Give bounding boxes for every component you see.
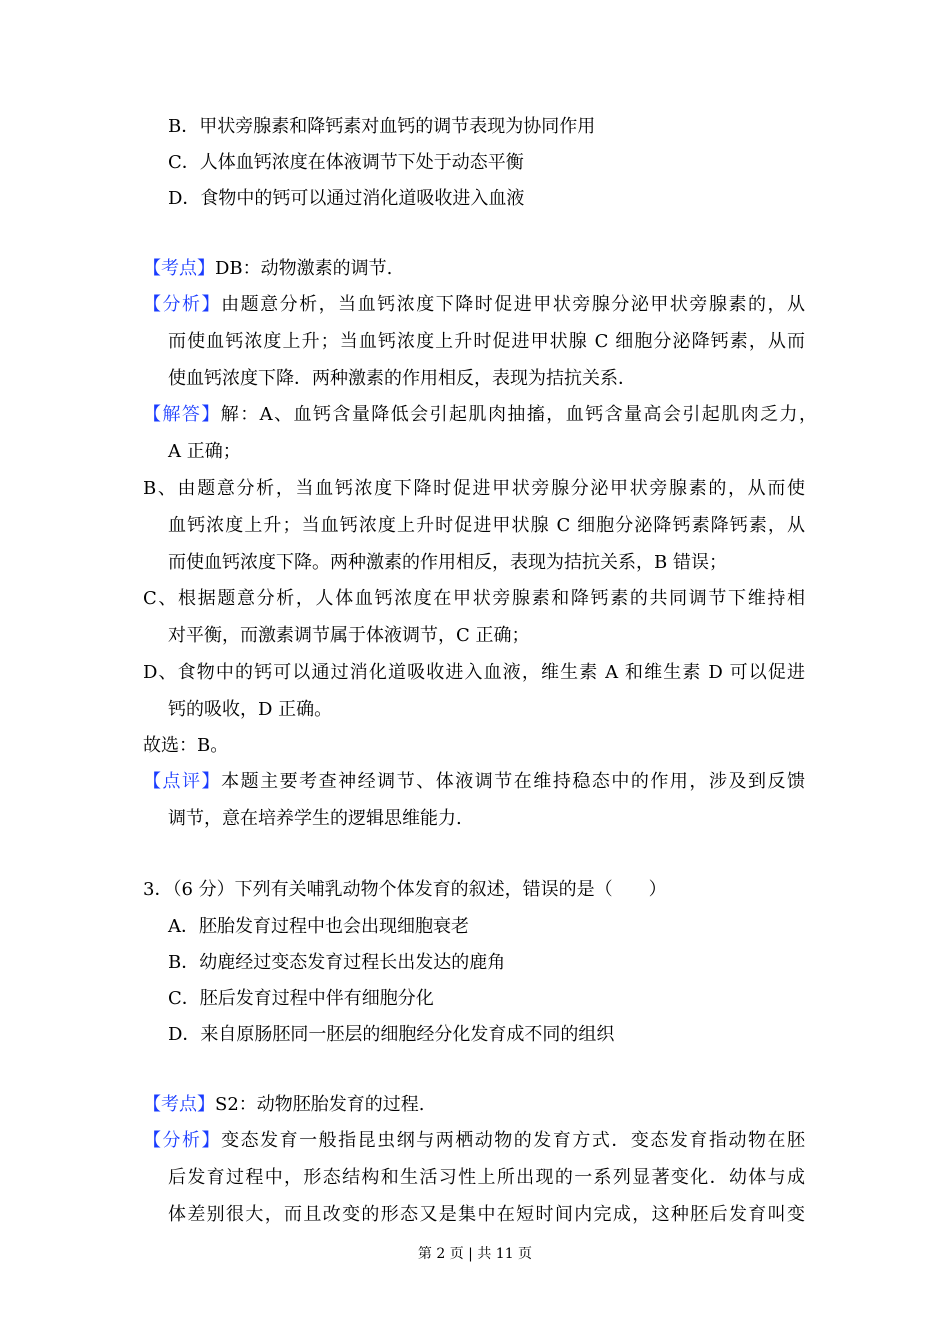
q2-jieda-line: D、食物中的钙可以通过消化道吸收进入血液，维生素 A 和维生素 D 可以促进 <box>143 662 805 683</box>
q2-option-b: B．甲状旁腺素和降钙素对血钙的调节表现为协同作用 <box>168 116 596 137</box>
q3-option-d: D．来自原肠胚同一胚层的细胞经分化发育成不同的组织 <box>168 1024 615 1045</box>
fenxi-tag: 【分析】 <box>143 1130 222 1151</box>
q2-answer: 故选：B。 <box>143 735 229 756</box>
q2-option-c: C．人体血钙浓度在体液调节下处于动态平衡 <box>168 152 524 173</box>
q2-jieda-line: 而使血钙浓度下降。两种激素的作用相反，表现为拮抗关系，B 错误； <box>168 552 727 573</box>
q2-jieda-line: C、根据题意分析，人体血钙浓度在甲状旁腺素和降钙素的共同调节下维持相 <box>143 588 805 609</box>
jieda-tag: 【解答】 <box>143 404 221 425</box>
kaodian-tag: 【考点】 <box>143 258 215 279</box>
q2-option-d: D．食物中的钙可以通过消化道吸收进入血液 <box>168 188 525 209</box>
q3-kaodian: 【考点】S2：动物胚胎发育的过程. <box>143 1094 425 1115</box>
q2-fenxi-line: 而使血钙浓度上升；当血钙浓度上升时促进甲状腺 C 细胞分泌降钙素，从而 <box>168 331 805 352</box>
q2-jieda-line: 钙的吸收，D 正确。 <box>168 699 333 720</box>
q3-option-a: A．胚胎发育过程中也会出现细胞衰老 <box>168 916 469 937</box>
q3-fenxi: 【分析】变态发育一般指昆虫纲与两栖动物的发育方式．变态发育指动物在胚 <box>143 1130 805 1151</box>
q2-dianping: 【点评】本题主要考查神经调节、体液调节在维持稳态中的作用，涉及到反馈 <box>143 771 805 792</box>
q2-fenxi-line: 使血钙浓度下降．两种激素的作用相反，表现为拮抗关系． <box>168 368 636 389</box>
q3-stem: 3．（6 分）下列有关哺乳动物个体发育的叙述，错误的是（ ） <box>143 879 667 900</box>
q2-jieda-line: A 正确； <box>168 441 241 462</box>
kaodian-tag: 【考点】 <box>143 1094 215 1115</box>
q2-kaodian: 【考点】DB：动物激素的调节. <box>143 258 393 279</box>
q3-fenxi-line: 体差别很大，而且改变的形态又是集中在短时间内完成，这种胚后发育叫变 <box>168 1204 805 1225</box>
q2-dianping-line: 调节，意在培养学生的逻辑思维能力. <box>168 808 462 829</box>
q2-jieda-line: B、由题意分析，当血钙浓度下降时促进甲状旁腺分泌甲状旁腺素的，从而使 <box>143 478 805 499</box>
q2-fenxi: 【分析】由题意分析，当血钙浓度下降时促进甲状旁腺分泌甲状旁腺素的，从 <box>143 294 805 315</box>
page-footer: 第 2 页 | 共 11 页 <box>417 1246 533 1262</box>
fenxi-tag: 【分析】 <box>143 294 222 315</box>
q2-jieda-line: 对平衡，而激素调节属于体液调节，C 正确； <box>168 625 530 646</box>
q2-jieda: 【解答】解：A、血钙含量降低会引起肌肉抽搐，血钙含量高会引起肌肉乏力， <box>143 404 817 425</box>
q3-fenxi-line: 后发育过程中，形态结构和生活习性上所出现的一系列显著变化．幼体与成 <box>168 1167 805 1188</box>
dianping-tag: 【点评】 <box>143 771 222 792</box>
q2-jieda-line: 血钙浓度上升；当血钙浓度上升时促进甲状腺 C 细胞分泌降钙素降钙素，从 <box>168 515 805 536</box>
q3-option-b: B．幼鹿经过变态发育过程长出发达的鹿角 <box>168 952 506 973</box>
q3-option-c: C．胚后发育过程中伴有细胞分化 <box>168 988 434 1009</box>
